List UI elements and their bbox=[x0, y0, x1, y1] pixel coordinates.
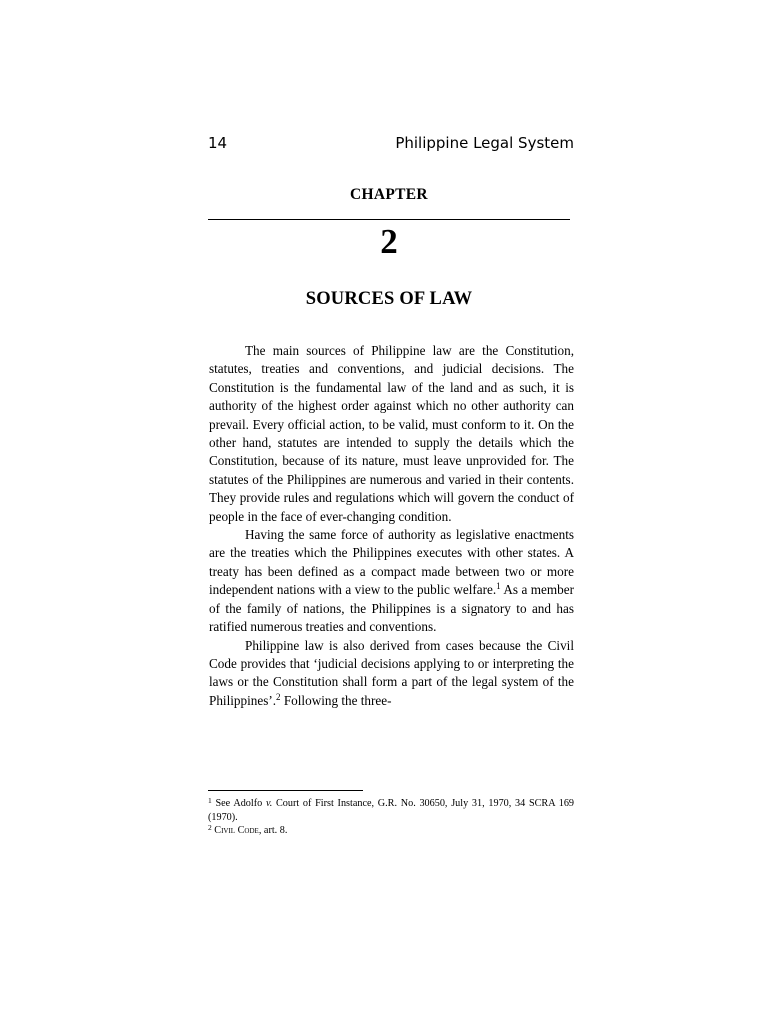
footnotes bbox=[208, 797, 574, 838]
footnote-1-post: Court of First Instance, G.R. No. 30650, July 31, 1970, 34 SCRA 169 (1970). bbox=[208, 798, 575, 823]
paragraph-3 bbox=[209, 637, 574, 711]
chapter-title: SOURCES OF LAW bbox=[305, 289, 473, 309]
paragraph-3-text-a: Philippine law is also derived from cases because the Civil Code provides that ‘judicial decisions applying to or interpreting the laws or the Constitution shall form a part of the legal system of the Philippines’. bbox=[209, 637, 574, 708]
footnote-1-marker: 1 bbox=[208, 796, 212, 805]
paragraph-3-text-b: Following the three- bbox=[280, 692, 392, 708]
chapter-divider bbox=[208, 219, 570, 220]
footnote-2 bbox=[208, 824, 574, 838]
footnote-1-italic: v. bbox=[265, 798, 273, 809]
footnote-1-pre: See Adolfo bbox=[211, 798, 266, 809]
footnote-ref-2: 2 bbox=[276, 691, 281, 702]
body-text bbox=[209, 342, 574, 710]
footnote-2-smallcaps: Civil Code bbox=[211, 825, 259, 836]
footnote-1 bbox=[208, 797, 574, 824]
running-title: Philippine Legal System bbox=[395, 134, 574, 152]
footnote-2-post: , art. 8. bbox=[258, 825, 288, 836]
paragraph-2-text-b: As a member of the family of nations, the Philippines is a signatory to and has ratified numerous treaties and conventions. bbox=[209, 582, 574, 635]
paragraph-2-text-a: Having the same force of authority as legislative enactments are the treaties which the Philippines executes with other states. A treaty has been defined as a compact made between two or more independent nations with a view to the public welfare. bbox=[209, 527, 574, 598]
paragraph-1 bbox=[209, 342, 574, 526]
running-head bbox=[208, 134, 574, 156]
chapter-label: CHAPTER bbox=[350, 186, 428, 203]
footnote-ref-1: 1 bbox=[496, 581, 501, 592]
paragraph-2 bbox=[209, 526, 574, 636]
footnote-divider bbox=[208, 790, 363, 791]
paragraph-1-text: The main sources of Philippine law are the Constitution, statutes, treaties and conventions, and judicial decisions. The Constitution is the fundamental law of the land and as such, it is authority of the highest order against which no other authority can prevail. Every official action, to be valid, must conform to it. On the other hand, statutes are intended to supply the details which the Constitution, because of its nature, must leave unprovided for. The statutes of the Philippines are numerous and varied in their contents. They provide rules and regulations which will govern the conduct of people in the face of ever-changing condition. bbox=[209, 343, 574, 524]
footnote-2-marker: 2 bbox=[208, 823, 212, 832]
page-number: 14 bbox=[208, 134, 228, 152]
chapter-number: 2 bbox=[380, 222, 398, 261]
